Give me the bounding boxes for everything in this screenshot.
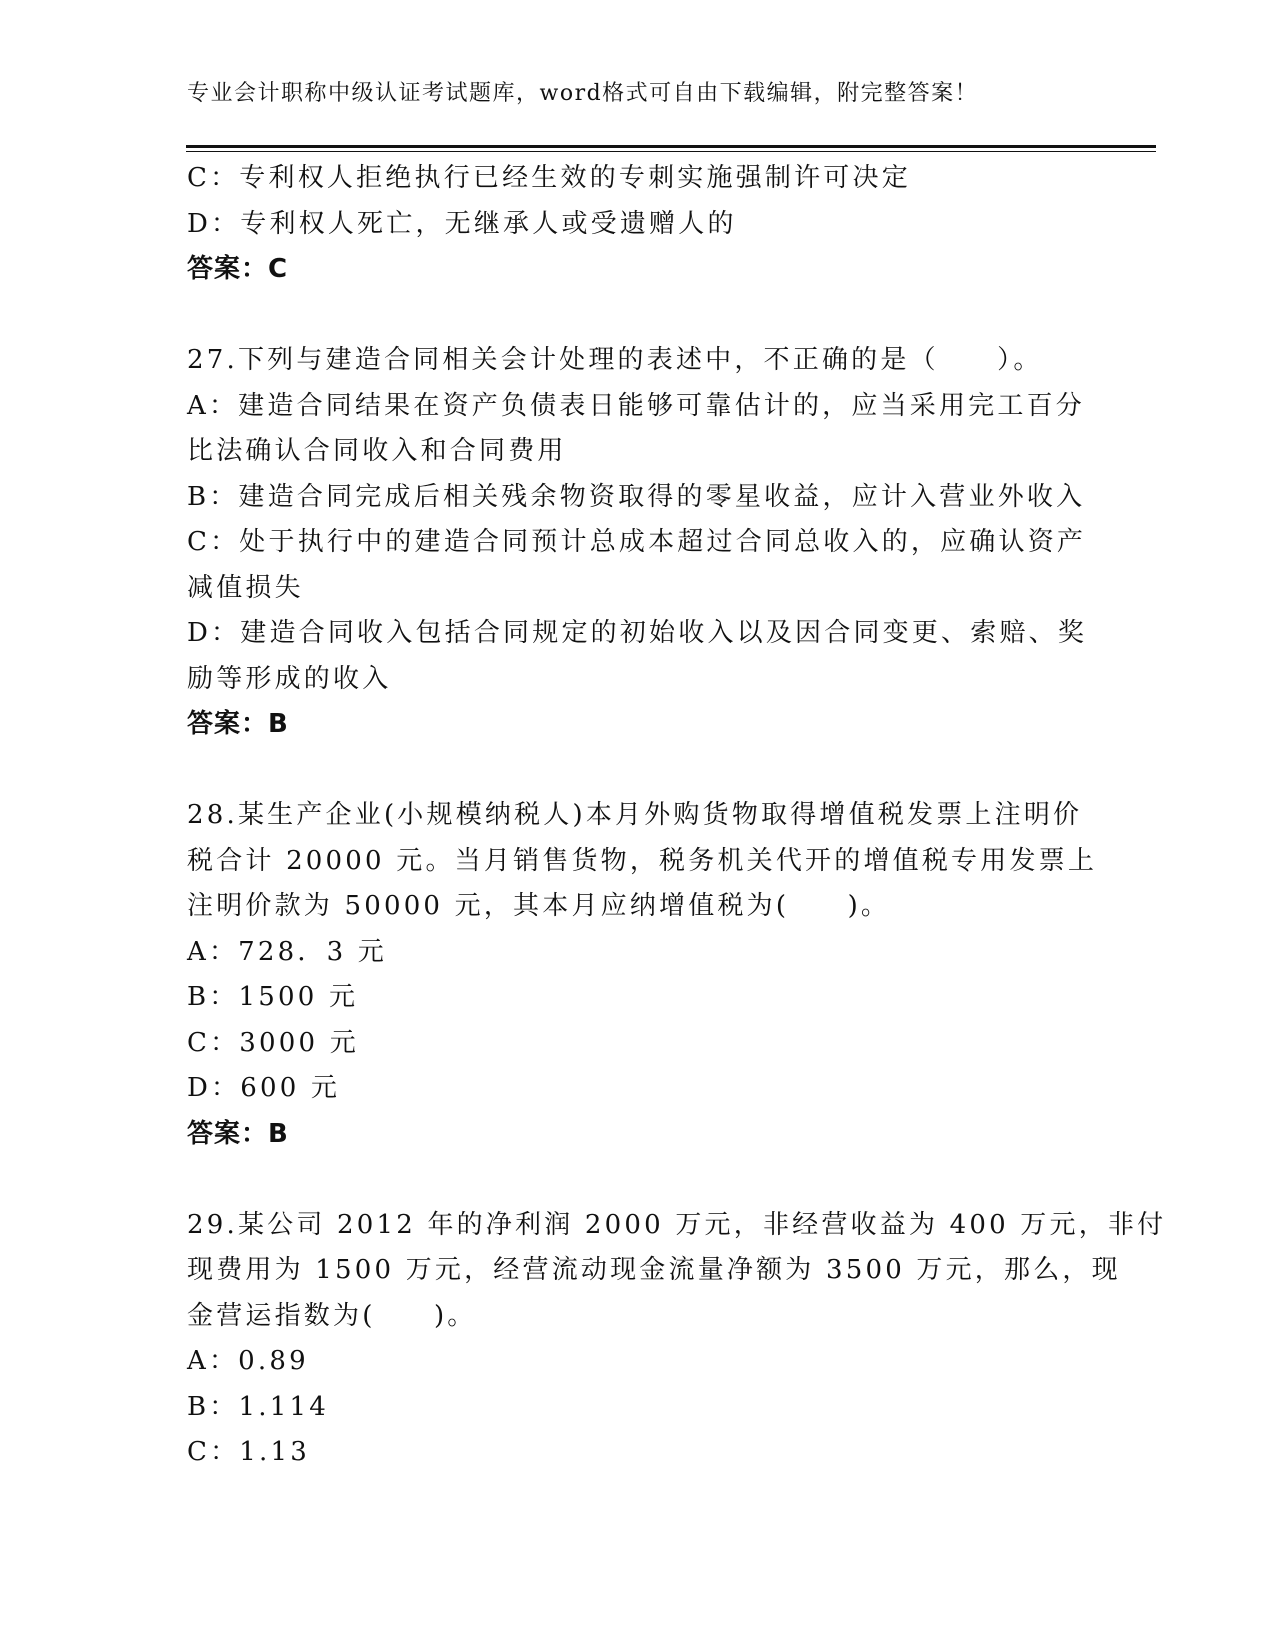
q28-option-a: A：728．3 元 (187, 936, 388, 967)
header-divider (186, 145, 1156, 148)
q28-stem-cont-1: 税合计 20000 元。当月销售货物，税务机关代开的增值税专用发票上 (187, 845, 1098, 876)
q27-stem: 27.下列与建造合同相关会计处理的表述中，不正确的是（ ）。 (187, 345, 1043, 375)
prev-answer: 答案：C (187, 254, 289, 284)
q27-option-c-cont: 减值损失 (187, 572, 304, 603)
q29-stem-cont-1: 现费用为 1500 万元，经营流动现金流量净额为 3500 万元，那么，现 (187, 1255, 1121, 1285)
q27-answer: 答案：B (187, 709, 289, 739)
q28-stem: 28.某生产企业(小规模纳税人)本月外购货物取得增值税发票上注明价 (187, 800, 1083, 830)
q27-option-c: C：处于执行中的建造合同预计总成本超过合同总收入的，应确认资产 (187, 527, 1087, 557)
q29-option-a: A：0.89 (187, 1346, 309, 1376)
spacer (187, 1157, 1087, 1203)
prev-option-d: D：专利权人死亡，无继承人或受遗赠人的 (187, 208, 737, 239)
q28-answer: 答案：B (187, 1118, 289, 1149)
q29-option-c: C：1.13 (187, 1437, 310, 1467)
spacer (187, 293, 1087, 339)
q27-option-a-cont: 比法确认合同收入和合同费用 (187, 436, 567, 466)
question-content (187, 156, 1167, 1476)
q28-option-c: C：3000 元 (187, 1027, 359, 1058)
q28-stem-cont-2: 注明价款为 50000 元，其本月应纳增值税为( )。 (187, 891, 891, 921)
q29-option-b: B：1.114 (187, 1391, 329, 1422)
spacer (187, 748, 1087, 794)
q28-option-d: D：600 元 (187, 1073, 341, 1103)
prev-option-c: C：专利权人拒绝执行已经生效的专刺实施强制许可决定 (187, 163, 911, 193)
q28-option-b: B：1500 元 (187, 982, 359, 1012)
q27-option-d: D：建造合同收入包括合同规定的初始收入以及因合同变更、索赔、奖 (187, 618, 1088, 648)
page-header: 专业会计职称中级认证考试题库，word格式可自由下载编辑，附完整答案！ (187, 81, 979, 106)
q27-option-a: A：建造合同结果在资产负债表日能够可靠估计的，应当采用完工百分 (187, 390, 1085, 421)
q27-option-d-cont: 励等形成的收入 (187, 663, 392, 694)
header-divider-thin (186, 151, 1156, 152)
q27-option-b: B：建造合同完成后相关残余物资取得的零星收益，应计入营业外收入 (187, 481, 1086, 512)
q29-stem: 29.某公司 2012 年的净利润 2000 万元，非经营收益为 400 万元，非付 (187, 1209, 1167, 1240)
q29-stem-cont-2: 金营运指数为( )。 (187, 1300, 477, 1331)
